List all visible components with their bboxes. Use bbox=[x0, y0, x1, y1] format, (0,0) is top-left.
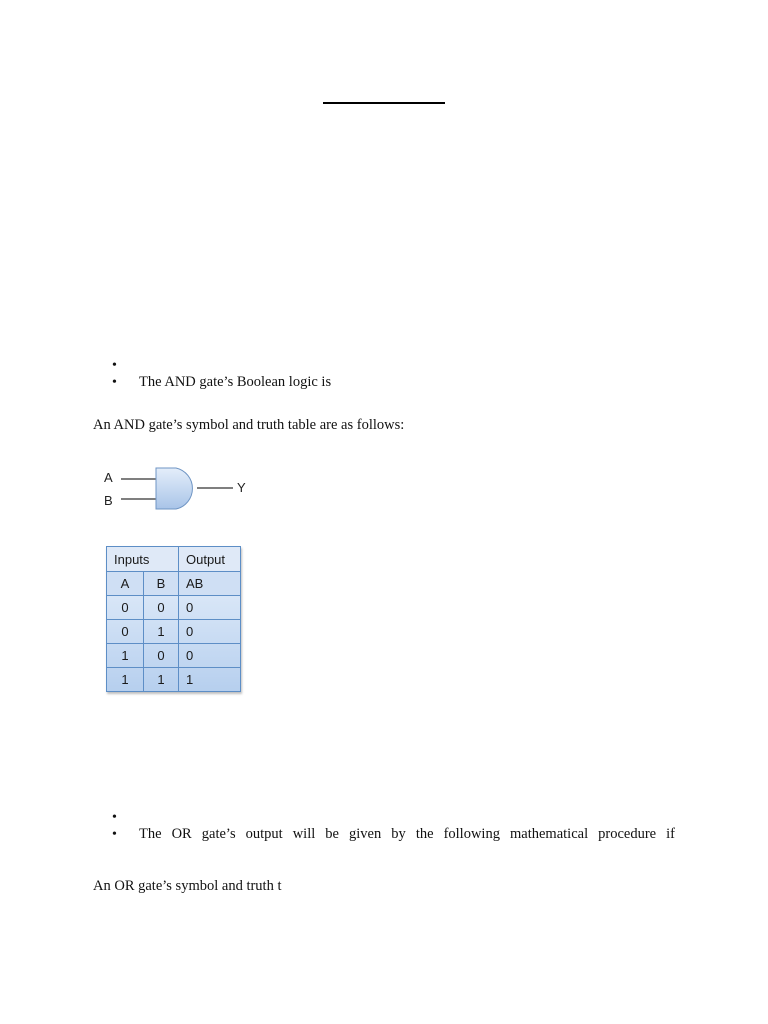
cell: 1 bbox=[179, 668, 241, 692]
table-row bbox=[107, 620, 241, 644]
list-item: • The OR gate’s output will be given by the following mathematical procedure if bbox=[112, 826, 675, 843]
cell: 1 bbox=[107, 644, 144, 668]
cell: 0 bbox=[107, 620, 144, 644]
cell: 0 bbox=[179, 596, 241, 620]
input-a-label: A bbox=[104, 470, 113, 485]
list-item: • The AND gate’s Boolean logic is bbox=[112, 374, 331, 391]
col-a-header: A bbox=[107, 572, 144, 596]
table-row bbox=[107, 668, 241, 692]
title-underline bbox=[323, 102, 445, 104]
output-header: Output bbox=[179, 547, 241, 572]
cell: 0 bbox=[107, 596, 144, 620]
and-truth-table bbox=[106, 546, 241, 692]
cell: 0 bbox=[179, 644, 241, 668]
col-b-header: B bbox=[144, 572, 179, 596]
table-row bbox=[107, 644, 241, 668]
list-item bbox=[112, 809, 675, 826]
table-row bbox=[107, 596, 241, 620]
inputs-header: Inputs bbox=[107, 547, 179, 572]
output-label: Y bbox=[237, 480, 246, 495]
cell: 1 bbox=[144, 620, 179, 644]
cell: 0 bbox=[144, 596, 179, 620]
and-intro-text: An AND gate’s symbol and truth table are as follows: bbox=[93, 417, 405, 433]
or-intro-text: An OR gate’s symbol and truth t bbox=[93, 878, 282, 894]
input-b-label: B bbox=[104, 493, 113, 508]
or-bullet-list bbox=[112, 809, 675, 843]
list-item bbox=[112, 357, 331, 374]
and-bullet-list bbox=[112, 357, 331, 391]
cell: 1 bbox=[107, 668, 144, 692]
and-gate-symbol bbox=[100, 463, 260, 519]
cell: 0 bbox=[179, 620, 241, 644]
col-ab-header: AB bbox=[179, 572, 241, 596]
and-gate-body bbox=[156, 468, 192, 509]
cell: 1 bbox=[144, 668, 179, 692]
cell: 0 bbox=[144, 644, 179, 668]
